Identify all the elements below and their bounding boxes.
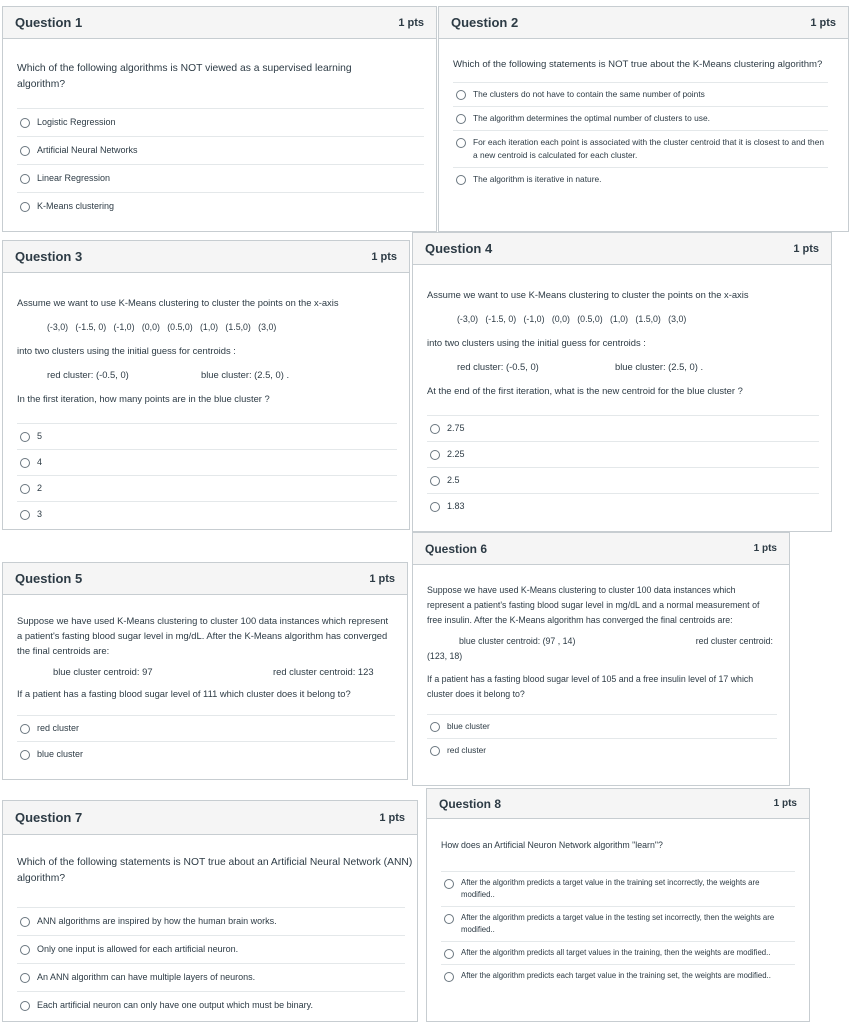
blue-centroid: blue cluster centroid: 97 [53,666,153,677]
answer-label: 3 [37,509,43,519]
initial-guess-text: into two clusters using the initial guess for centroids : [427,337,646,348]
radio-button[interactable] [20,432,30,442]
answer-option[interactable] [441,872,795,907]
question-3-card [2,240,410,530]
answer-label: 2 [37,483,43,493]
radio-button[interactable] [20,945,30,955]
answer-label: Linear Regression [37,173,111,183]
question-text [427,583,777,702]
answer-option[interactable] [427,442,819,468]
answer-option[interactable] [427,715,777,739]
answer-option[interactable] [427,416,819,442]
question-header [3,241,409,273]
answer-option[interactable] [427,494,819,519]
answer-label: After the algorithm predicts a target value in the training set incorrectly, the weights are modified.. [461,878,760,899]
radio-button[interactable] [444,949,454,959]
question-title: Question 7 [15,810,83,825]
answer-label: The algorithm is iterative in nature. [473,174,602,184]
radio-button[interactable] [20,118,30,128]
points-label: 1 pts [810,16,836,29]
answer-label: 2.75 [447,423,465,433]
question-prompt: If a patient has a fasting blood sugar level of 111 which cluster does it belong to? [17,688,351,699]
question-text: Which of the following statements is NOT true about an Artificial Neural Network (ANN) algorithm? [17,857,413,884]
points-label: 1 pts [369,572,395,585]
blue-centroid: blue cluster centroid: (97 , 14) [459,636,576,646]
question-title: Question 3 [15,249,83,264]
question-title: Question 6 [425,541,488,556]
answer-option[interactable] [427,468,819,494]
answer-label: 1.83 [447,501,465,511]
answer-label: After the algorithm predicts all target values in the training, then the weights are modified.. [461,948,771,957]
answer-option[interactable] [427,739,777,762]
radio-button[interactable] [430,476,440,486]
answer-option[interactable] [453,83,828,107]
radio-button[interactable] [444,914,454,924]
radio-button[interactable] [20,724,30,734]
question-5-card [2,562,408,780]
answer-option[interactable] [17,476,397,502]
question-8-card [426,788,810,1022]
radio-button[interactable] [430,746,440,756]
points-label: 1 pts [773,798,797,809]
answer-option[interactable] [17,424,397,450]
points-label: 1 pts [753,543,777,554]
radio-button[interactable] [444,972,454,982]
red-centroid: red cluster centroid: [695,636,773,646]
points-label: 1 pts [398,16,424,29]
radio-button[interactable] [20,1001,30,1011]
question-7-card [2,800,418,1022]
answer-label: For each iteration each point is associated with the cluster centroid that it is closest to and then a new centroid is calculated for each cluster. [473,137,825,160]
question-1-card [2,6,437,232]
question-text [17,613,395,701]
question-header [3,563,407,595]
answer-option[interactable] [17,742,395,767]
radio-button[interactable] [456,114,466,124]
points-label: 1 pts [379,811,405,824]
answer-option[interactable] [17,137,424,165]
points-list: (-3,0) (-1.5, 0) (-1,0) (0,0) (0.5,0) (1,0) (1.5,0) (3,0) [457,314,687,324]
radio-button[interactable] [430,424,440,434]
question-text: Which of the following algorithms is NOT viewed as a supervised learning algorithm? [17,63,352,90]
points-label: 1 pts [793,242,819,255]
answer-label: Logistic Regression [37,117,116,127]
red-centroid-value: (123, 18) [427,651,463,661]
red-centroid: red cluster centroid: 123 [273,666,374,677]
answer-option[interactable] [453,107,828,131]
question-header [439,7,848,39]
answer-label: Artificial Neural Networks [37,145,138,155]
radio-button[interactable] [444,879,454,889]
question-text [427,283,819,403]
answer-label: Only one input is allowed for each artificial neuron. [37,944,239,954]
question-text: Which of the following statements is NOT true about the K-Means clustering algorithm? [453,59,823,70]
red-centroid: red cluster: (-0.5, 0) [47,369,129,380]
question-header [413,533,789,565]
answer-label: After the algorithm predicts a target value in the testing set incorrectly, then the weights are modified.. [461,913,775,934]
question-2-card [438,6,849,232]
answer-option[interactable] [453,168,828,191]
red-centroid: red cluster: (-0.5, 0) [457,361,539,372]
answer-label: 2.5 [447,475,460,485]
answer-label: Each artificial neuron can only have one output which must be binary. [37,1000,313,1010]
radio-button[interactable] [20,202,30,212]
answer-option[interactable] [17,908,405,936]
answer-option[interactable] [453,131,828,168]
answer-label: After the algorithm predicts each target value in the training set, the weights are modified.. [461,971,771,980]
question-prompt: In the first iteration, how many points are in the blue cluster ? [17,393,270,404]
points-list: (-3,0) (-1.5, 0) (-1,0) (0,0) (0.5,0) (1,0) (1.5,0) (3,0) [47,322,277,332]
radio-button[interactable] [20,510,30,520]
answer-option[interactable] [17,109,424,137]
question-6-card [412,532,790,786]
answer-label: blue cluster [447,721,490,731]
answer-label: An ANN algorithm can have multiple layers of neurons. [37,972,256,982]
question-title: Question 1 [15,15,83,30]
question-intro: Suppose we have used K-Means clustering to cluster 100 data instances which represent a patient's fasting blood sugar level in mg/dL. After the K-Means algorithm has converged the final centroids are: [17,615,389,656]
answer-label: 4 [37,457,43,467]
answer-option[interactable] [17,716,395,742]
question-prompt: At the end of the first iteration, what is the new centroid for the blue cluster ? [427,385,743,396]
answer-option[interactable] [441,907,795,942]
radio-button[interactable] [20,484,30,494]
answer-label: red cluster [37,723,80,733]
question-intro: Assume we want to use K-Means clustering to cluster the points on the x-axis [427,289,749,300]
radio-button[interactable] [20,973,30,983]
radio-button[interactable] [456,138,466,148]
answer-option[interactable] [441,965,795,987]
answer-label: red cluster [447,745,487,755]
answer-label: K-Means clustering [37,201,115,211]
question-title: Question 2 [451,15,519,30]
radio-button[interactable] [20,174,30,184]
answer-option[interactable] [441,942,795,965]
answer-label: 2.25 [447,449,465,459]
radio-button[interactable] [20,146,30,156]
question-text: How does an Artificial Neuron Network algorithm "learn"? [441,840,663,850]
answer-label: 5 [37,431,43,441]
radio-button[interactable] [456,175,466,185]
answer-option[interactable] [17,964,405,992]
answer-label: ANN algorithms are inspired by how the human brain works. [37,916,277,926]
initial-guess-text: into two clusters using the initial guess for centroids : [17,345,236,356]
question-header [3,7,436,39]
question-header [3,801,417,835]
radio-button[interactable] [20,750,30,760]
question-4-card [412,232,832,532]
question-title: Question 5 [15,571,83,586]
blue-centroid: blue cluster: (2.5, 0) . [201,369,290,380]
answer-option[interactable] [17,502,397,527]
question-prompt: If a patient has a fasting blood sugar level of 105 and a free insulin level of 17 which cluster does it belong to? [427,674,754,699]
answer-option[interactable] [17,165,424,193]
answer-option[interactable] [17,992,405,1019]
question-header [413,233,831,265]
answer-label: The clusters do not have to contain the same number of points [473,89,705,99]
question-title: Question 8 [439,796,502,811]
answer-option[interactable] [17,936,405,964]
radio-button[interactable] [20,458,30,468]
question-text [17,291,397,411]
answer-label: The algorithm determines the optimal number of clusters to use. [473,113,710,123]
radio-button[interactable] [430,502,440,512]
answer-option[interactable] [17,193,424,220]
answer-option[interactable] [17,450,397,476]
answer-label: blue cluster [37,749,84,759]
question-intro: Assume we want to use K-Means clustering to cluster the points on the x-axis [17,297,339,308]
radio-button[interactable] [430,722,440,732]
question-intro: Suppose we have used K-Means clustering to cluster 100 data instances which represent a patient's fasting blood sugar level in mg/dL and a normal measurement of free insulin. After the K-Means algorithm has converged the final centroids are: [427,585,760,625]
radio-button[interactable] [20,917,30,927]
question-title: Question 4 [425,241,493,256]
points-label: 1 pts [371,250,397,263]
radio-button[interactable] [430,450,440,460]
radio-button[interactable] [456,90,466,100]
question-header [427,789,809,819]
blue-centroid: blue cluster: (2.5, 0) . [615,361,704,372]
